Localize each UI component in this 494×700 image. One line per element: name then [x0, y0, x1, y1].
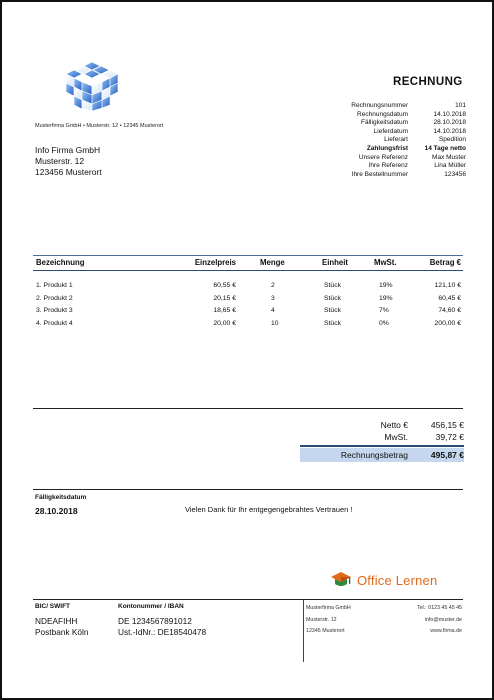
meta-row-delivery-date: [300, 128, 466, 137]
meta-label: Lieferart: [384, 136, 408, 144]
company-block-divider: [303, 600, 304, 662]
company-phone: Tel.: 0123 45 45 45: [416, 605, 462, 611]
cell-vat: 19%: [379, 294, 393, 302]
grand-total-value: 495,87 €: [430, 449, 464, 460]
recipient-street: Musterstr. 12: [35, 156, 85, 166]
cell-unit-price: 20,15 €: [213, 294, 236, 302]
cell-vat: 7%: [379, 307, 389, 314]
items-table-body: [33, 282, 463, 332]
meta-value: 14 Tage netto: [424, 144, 466, 152]
meta-row-delivery-type: [300, 136, 466, 145]
bank-column-iban: [118, 616, 206, 638]
meta-row-due-date: [300, 119, 466, 128]
meta-label: Rechnungsnummer: [351, 102, 408, 109]
cell-quantity: 2: [271, 282, 275, 289]
net-value: 456,15 €: [430, 420, 464, 430]
column-header-amount: Betrag €: [429, 258, 461, 267]
cell-unit: Stück: [324, 307, 341, 314]
brand-name: Office Lernen: [357, 572, 438, 588]
company-street: Musterstr. 12: [306, 616, 337, 623]
items-table-header: [33, 255, 463, 271]
column-header-vat: MwSt.: [374, 258, 397, 267]
meta-value: 14.10.2018: [433, 110, 466, 118]
meta-row-payment-terms: [300, 145, 466, 154]
table-end-divider: [33, 408, 463, 409]
cell-unit: Stück: [324, 282, 341, 289]
due-date-value: 28.10.2018: [35, 506, 78, 516]
bic-value: NDEAFIHH: [35, 616, 78, 626]
meta-row-our-reference: [300, 154, 466, 163]
cell-amount: 121,10 €: [434, 282, 461, 289]
cell-unit: Stück: [324, 319, 341, 327]
meta-row-your-reference: [300, 162, 466, 171]
table-row: [33, 320, 463, 333]
meta-label: Ihre Referenz: [368, 162, 408, 170]
recipient-name: Info Firma GmbH: [35, 145, 101, 155]
table-row: [33, 307, 463, 320]
cell-amount: 60,45 €: [438, 294, 461, 302]
net-label: Netto €: [380, 420, 408, 430]
company-contact: [395, 603, 462, 638]
cell-description: 3. Produkt 3: [36, 307, 73, 314]
invoice-meta: [300, 102, 466, 179]
meta-value: Max Muster: [432, 153, 466, 161]
meta-value: Spedition: [438, 136, 466, 144]
cell-quantity: 3: [271, 294, 275, 302]
cell-unit-price: 20,00 €: [213, 319, 236, 327]
bank-section-divider: [33, 599, 463, 600]
meta-label: Unsere Referenz: [358, 153, 408, 161]
company-city: 12345 Musterort: [306, 628, 345, 634]
thank-you-message: Vielen Dank für Ihr entgegengebrahtes Vertrauen !: [185, 505, 353, 514]
meta-row-invoice-date: [300, 111, 466, 120]
meta-label: Fälligkeitsdatum: [361, 119, 408, 127]
brand-logo: [330, 571, 437, 589]
meta-value: 101: [455, 102, 466, 109]
company-website: www.firma.de: [430, 628, 462, 634]
meta-value: Lina Müller: [434, 162, 466, 170]
bic-header: BIC/ SWIFT: [35, 603, 71, 610]
company-name: Musterfirma GmbH: [306, 605, 351, 611]
document-title: RECHNUNG: [393, 76, 463, 88]
column-header-description: Bezeichnung: [36, 258, 85, 267]
recipient-address: [35, 145, 102, 178]
cell-description: 1. Produkt 1: [36, 282, 73, 289]
footer-top-divider: [33, 489, 463, 490]
cell-description: 2. Produkt 2: [36, 294, 73, 302]
vat-total-row: [300, 431, 464, 443]
cell-quantity: 10: [271, 319, 279, 327]
meta-value: 123456: [444, 170, 466, 178]
bank-name: Postbank Köln: [35, 627, 89, 637]
meta-label: Zahlungsfrist: [366, 144, 408, 152]
table-row: [33, 295, 463, 308]
cell-description: 4. Produkt 4: [36, 319, 73, 327]
column-header-quantity: Menge: [260, 258, 285, 267]
column-header-unit-price: Einzelpreis: [194, 258, 236, 267]
meta-label: Ihre Bestellnummer: [351, 170, 408, 178]
vat-label: MwSt.: [384, 432, 408, 442]
cell-vat: 0%: [379, 319, 389, 327]
meta-value: 14.10.2018: [433, 127, 466, 135]
company-info: [306, 603, 351, 638]
bank-column-bic: [35, 616, 89, 638]
cell-unit-price: 60,55 €: [213, 282, 236, 289]
cell-unit-price: 18,65 €: [213, 307, 236, 314]
grand-total-row: [300, 448, 464, 462]
cell-unit: Stück: [324, 294, 341, 302]
iban-value: DE 1234567891012: [118, 616, 192, 626]
graduation-cap-icon: [330, 571, 352, 589]
cell-amount: 200,00 €: [434, 319, 461, 327]
meta-label: Lieferdatum: [373, 127, 408, 135]
grand-total-label: Rechnungsbetrag: [340, 449, 408, 460]
totals-divider: [300, 445, 464, 447]
account-header: Kontonummer / IBAN: [118, 603, 184, 610]
cell-amount: 74,60 €: [438, 307, 461, 314]
vat-id: Ust.-IdNr.: DE18540478: [118, 627, 207, 637]
company-logo-icon: [64, 60, 120, 112]
cell-vat: 19%: [379, 282, 393, 289]
meta-label: Rechnungsdatum: [357, 110, 408, 118]
meta-row-invoice-number: [300, 102, 466, 111]
meta-row-order-number: [300, 171, 466, 180]
net-total-row: [300, 419, 464, 431]
recipient-city: 123456 Musterort: [35, 167, 102, 177]
company-email: info@muster.de: [424, 616, 462, 623]
cell-quantity: 4: [271, 307, 275, 314]
sender-address-line: Musterfirma GmbH • Musterstr. 12 • 12345 Musterort: [35, 123, 164, 129]
column-header-unit: Einheit: [322, 258, 348, 267]
meta-value: 28.10.2018: [433, 119, 466, 127]
table-row: [33, 282, 463, 295]
vat-value: 39,72 €: [435, 432, 464, 442]
totals-block: [300, 419, 464, 462]
due-date-label: Fälligkeitsdatum: [35, 494, 87, 501]
